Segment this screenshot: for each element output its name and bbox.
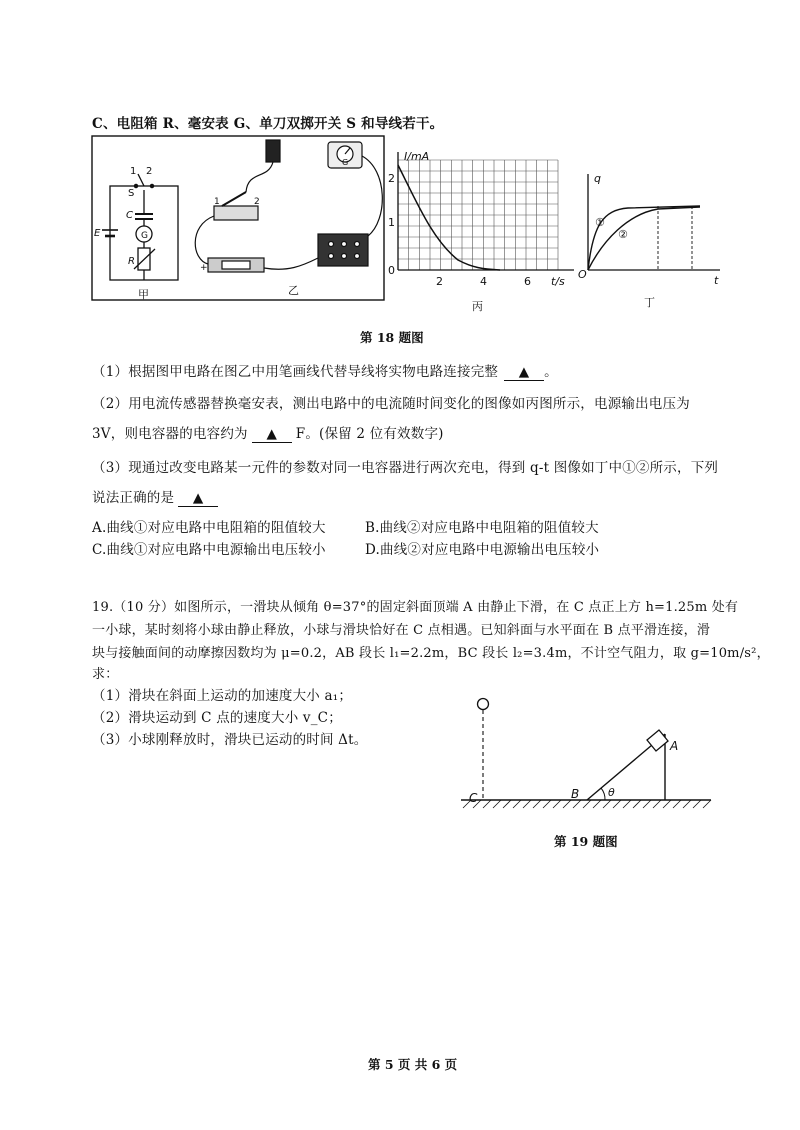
yi-caption: 乙 — [288, 284, 299, 297]
q18-sub2-pre: 3V，则电容器的电容约为 — [92, 426, 248, 442]
circuit-yi — [195, 140, 382, 272]
graph-bing-ylabel: I/mA — [404, 150, 430, 163]
yi-label-1: 1 — [214, 197, 220, 207]
q18-sub3-line1: （3）现通过改变电路某一元件的参数对同一电容器进行两次充电，得到 q-t 图像如丁中①②所示，下列 — [92, 460, 719, 476]
yi-label-2: 2 — [254, 197, 260, 207]
graph-ding-curve1-label: ① — [595, 216, 605, 229]
item-c-text: C、电阻箱 R、毫安表 G、单刀双掷开关 S 和导线若干。 — [92, 116, 444, 132]
jia-label-2: 2 — [146, 166, 153, 177]
ball-icon — [478, 699, 489, 710]
label-c: C — [469, 791, 478, 805]
q19-line3: 块与接触面间的动摩擦因数均为 μ=0.2，AB 段长 l₁=2.2m，BC 段长 l₂=3.4m，不计空气阻力，取 g=10m/s²， — [92, 646, 770, 661]
graph-bing-xtick-6: 6 — [524, 275, 531, 288]
graph-bing-ytick-2: 2 — [388, 172, 395, 185]
label-a: A — [670, 739, 679, 753]
graph-ding-curve2-label: ② — [618, 228, 628, 241]
q18-sub1-tail: 。 — [544, 364, 558, 380]
graph-ding-ylabel: q — [594, 172, 601, 185]
q19-part1: （1）滑块在斜面上运动的加速度大小 a₁； — [92, 688, 353, 704]
figure-18 — [88, 130, 748, 320]
q18-sub2-post: F。(保留 2 位有效数字) — [295, 426, 444, 442]
q18-sub2-blank: ▲ — [252, 426, 292, 443]
graph-ding-origin: O — [578, 268, 587, 281]
graph-bing-ytick-0: 0 — [388, 264, 395, 277]
q18-sub1-blank: ▲ — [504, 364, 544, 381]
q19-part3: （3）小球刚释放时，滑块已运动的时间 Δt。 — [92, 732, 368, 748]
q18-sub1 — [92, 360, 558, 381]
q19-part2: （2）滑块运动到 C 点的速度大小 v_C； — [92, 710, 342, 726]
jia-label-c: C — [126, 210, 133, 221]
graph-bing-grid — [398, 160, 558, 270]
q18-option-a: A.曲线①对应电路中电阻箱的阻值较大 — [92, 520, 326, 536]
graph-ding — [578, 172, 720, 309]
circuit-jia — [102, 174, 178, 280]
q18-option-d: D.曲线②对应电路中电源输出电压较小 — [365, 542, 600, 558]
yi-label-plus: + — [200, 263, 208, 273]
graph-bing — [388, 150, 574, 313]
q18-sub3-blank: ▲ — [178, 490, 218, 507]
page-footer: 第 5 页 共 6 页 — [368, 1057, 458, 1072]
graph-ding-caption: 丁 — [644, 296, 655, 309]
q18-sub3-line2 — [92, 486, 218, 507]
graph-bing-xlabel: t/s — [551, 275, 565, 288]
q18-sub1-text: （1）根据图甲电路在图乙中用笔画线代替导线将实物电路连接完整 — [92, 364, 499, 380]
q19-line1: 19.（10 分）如图所示，一滑块从倾角 θ=37°的固定斜面顶端 A 由静止下滑，在 C 点正上方 h=1.25m 处有 — [92, 600, 739, 615]
yi-label-g: G — [342, 158, 349, 167]
graph-bing-ytick-1: 1 — [388, 216, 395, 229]
graph-bing-xtick-2: 2 — [436, 275, 443, 288]
q18-sub2-line1: （2）用电流传感器替换毫安表，测出电路中的电流随时间变化的图像如丙图所示，电源输出电压为 — [92, 396, 690, 412]
jia-label-1: 1 — [130, 166, 137, 177]
graph-ding-xlabel: t — [714, 274, 719, 287]
fig19-caption: 第 19 题图 — [554, 834, 618, 849]
jia-label-r: R — [128, 256, 135, 267]
figure-19 — [455, 690, 715, 830]
label-theta: θ — [608, 786, 615, 799]
theta-arc — [601, 788, 605, 800]
q18-option-c: C.曲线①对应电路中电源输出电压较小 — [92, 542, 326, 558]
jia-label-g: G — [141, 231, 148, 241]
q19-line2: 一小球，某时刻将小球由静止释放，小球与滑块恰好在 C 点相遇。已知斜面与水平面在 B 点平滑连接，滑 — [92, 623, 711, 638]
fig18-caption: 第 18 题图 — [360, 330, 424, 345]
q18-sub2-line2 — [92, 422, 444, 443]
q18-sub3-text: 说法正确的是 — [92, 490, 175, 506]
label-b: B — [571, 787, 580, 801]
jia-label-e: E — [94, 228, 101, 239]
graph-bing-curve — [398, 165, 500, 270]
ground-hatch — [463, 800, 711, 808]
jia-caption: 甲 — [138, 288, 149, 301]
q19-line4: 求： — [92, 667, 119, 682]
q18-option-b: B.曲线②对应电路中电阻箱的阻值较大 — [365, 520, 599, 536]
graph-bing-xtick-4: 4 — [480, 275, 487, 288]
graph-bing-caption: 丙 — [472, 300, 483, 313]
jia-label-s: S — [128, 188, 135, 199]
